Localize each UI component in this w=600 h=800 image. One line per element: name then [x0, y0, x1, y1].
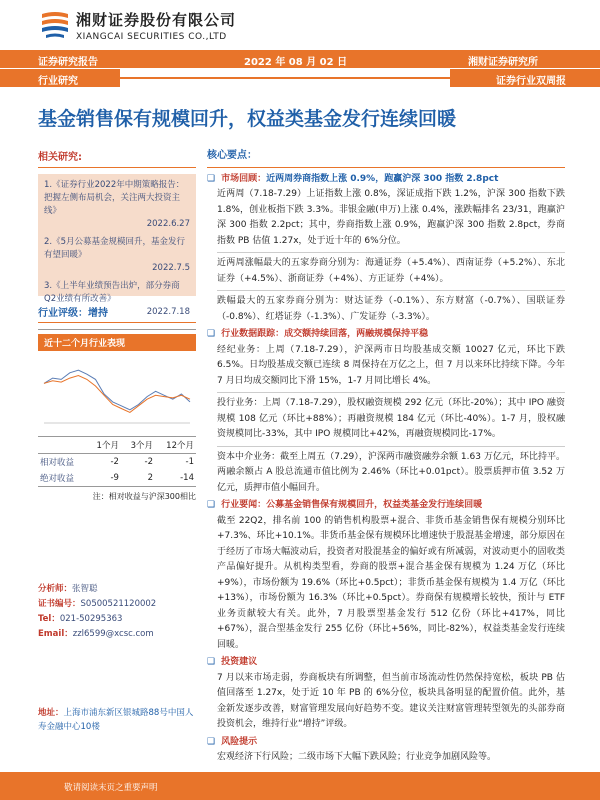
section-risk-warning: ❑ 风险提示 — [207, 735, 565, 751]
series-line-1 — [44, 370, 190, 410]
company-name-cn: 湘财证券股份有限公司 — [76, 10, 237, 29]
chart-title: 近十二个月行业表现 — [38, 334, 196, 351]
related-research-heading: 相关研究: — [38, 148, 196, 168]
address-text: 上海市浦东新区银城路88号中国人寿金融中心10楼 — [38, 708, 194, 732]
related-item[interactable]: 3.《上半年业绩预告出炉，部分券商Q2业绩有所改善》 2022.7.18 — [44, 281, 190, 317]
report-type: 证券研究报告 — [38, 57, 98, 68]
section-market-review: ❑ 市场回顾： 近两周券商指数上涨 0.9%，跑赢沪深 300 指数 2.8pct — [207, 172, 565, 188]
core-points-heading: 核心要点： — [207, 148, 565, 168]
table-header-row: 1个月 3个月 12个月 — [38, 437, 196, 454]
email-link[interactable]: zzl6599@xcsc.com — [72, 629, 154, 639]
checkbox-bullet-icon: ❑ — [207, 500, 216, 510]
report-category: 行业研究 — [0, 69, 120, 87]
report-date: 2022 年 08 月 02 日 — [244, 57, 348, 68]
divider — [217, 392, 565, 393]
xiangcai-logo-icon — [38, 8, 72, 42]
checkbox-bullet-icon: ❑ — [207, 173, 216, 184]
paragraph: 宏观经济下行风险；二级市场下大幅下跌风险；行业竞争加剧风险等。 — [217, 752, 497, 762]
divider — [217, 252, 565, 253]
phone-number: 021-50295363 — [59, 614, 123, 624]
divider — [217, 446, 565, 447]
checkbox-bullet-icon: ❑ — [207, 329, 216, 339]
industry-rating: 行业评级：增持 — [38, 304, 196, 323]
paragraph: 跌幅最大的五家券商分别为：财达证券（-0.1%）、东方财富（-0.7%）、国联证券（-0.8%）、红塔证券（-1.3%）、广发证券（-3.3%）。 — [217, 296, 565, 322]
header-band — [0, 50, 600, 68]
divider — [217, 290, 565, 291]
related-item[interactable]: 1.《证券行业2022年中期策略报告：把握左侧布局机会，关注两大投资主线》 2022.6.27 — [44, 180, 190, 229]
report-title: 基金销售保有规模回升，权益类基金发行连续回暖 — [38, 108, 457, 130]
table-row: 相对收益 -2 -2 -1 — [40, 457, 194, 468]
report-series: 证券行业双周报 — [450, 69, 600, 87]
series-line-2 — [44, 376, 190, 413]
checkbox-bullet-icon: ❑ — [207, 736, 216, 747]
company-logo — [38, 8, 236, 42]
paragraph: 近两周（7.18-7.29）上证指数上涨 0.8%，深证成指下跌 1.2%，沪深 300 指数下跌 1.8%，创业板指下跌 3.3%。非银金融(申万)上涨 0.4%，涨跌幅排名 23/31，跑赢沪深 300 指数 2.2pct；其中，券商指数上涨 0.9%，跑赢沪深 300 指数 2.8pct，券商指数 PB 估值 1.27x，处于近十年的 6%分位。 — [217, 189, 565, 246]
header-divider — [120, 77, 450, 79]
section-investment-advice: ❑ 投资建议 — [207, 655, 565, 671]
performance-table — [38, 436, 196, 487]
paragraph: 截至 22Q2，排名前 100 的销售机构股票+混合、非货币基金销售保有规模分别环比+7.3%、环比+10.1%。非货币基金保有规模环比增速快于股混基金增速，部分原因在于经历了市场大幅波动后，投资者对股混基金的偏好或有所减弱，对波动更小的固收类产品偏好提升。从机构类型看，券商的股票+混合基金保有规模为 1.24 万亿（环比+9%），市场份额为 19.6%（环比+0.5pct）；非货币基金保有规模为 1.4 万亿（环比+13%），市场份额为 16.3%（环比+0.5pct）。券商保有规模增长较快，预计与 ETF 业务贡献较大有关。此外，7 月股票型基金发行 512 亿份（环比+417%，同比+67%），混合型基金发行 255 亿份（环比+56%，同比-82%），权益类基金发行连续回暖。 — [217, 515, 565, 650]
table-note: 注：相对收益与沪深300相比 — [92, 492, 196, 501]
paragraph: 资本中介业务：截至上周五（7.29），沪深两市融资融券余额 1.63 万亿元，环比持平。两融余额占 A 股总流通市值比例为 2.46%（环比+0.01pct）。股票质押市值 3.52 万亿元，质押市值小幅回升。 — [217, 451, 565, 493]
performance-line-chart — [38, 351, 196, 431]
paragraph: 近两周涨幅最大的五家券商分别为：海通证券（+5.4%）、西南证券（+5.2%）、东北证券（+4.5%）、浙商证券（+4%）、方正证券（+4%）。 — [217, 258, 565, 284]
research-institute: 湘财证券研究所 — [468, 57, 538, 68]
paragraph: 经纪业务：上周（7.18-7.29），沪深两市日均股基成交额 10027 亿元，环比下跌 6.5%。日均股基成交额已连续 8 周保持在万亿之上，但 7 月以来环比持续下降。今年 7 月日均成交额同比下滑 15%，1-7 月同比增长 4%。 — [217, 344, 565, 386]
company-name-en: XIANGCAI SECURITIES CO.,LTD — [76, 31, 227, 42]
paragraph: 7 月以来市场走弱，券商板块有所调整，但当前市场流动性仍然保持宽松，板块 PB 估值回落至 1.27x，处于近 10 年 PB 的 6%分位，板块具备明显的配置价值。此外，基金新发逐步改善，财富管理发展向好趋势不变。建议关注财富管理转型领先的头部券商投资机会，维持行业“增持”评级。 — [217, 672, 565, 729]
paragraph: 投行业务：上周（7.18-7.29），股权融资规模 292 亿元（环比-20%）；其中 IPO 融资规模 108 亿元（环比+88%）；再融资规模 184 亿元（环比-40%）。1-7 月，股权融资规模同比-33%，其中 IPO 规模同比+42%，再融资规模同比-17%。 — [217, 398, 565, 439]
checkbox-bullet-icon: ❑ — [207, 657, 216, 667]
related-item[interactable]: 2.《5月公募基金规模回升，基金发行有望回暖》 2022.7.5 — [44, 237, 190, 273]
cert-number: S0500521120002 — [80, 599, 157, 609]
footer-disclaimer: 敬请阅读末页之重要声明 — [0, 772, 600, 800]
section-industry-news: ❑ 行业要闻：公募基金销售保有规模回升，权益类基金发行连续回暖 — [207, 498, 565, 514]
analyst-name: 张智聪 — [72, 584, 98, 594]
performance-chart-box — [38, 329, 196, 434]
address-block: 地址：上海市浦东新区银城路88号中国人寿金融中心10楼 — [38, 708, 194, 732]
section-industry-data: ❑ 行业数据跟踪：成交额持续回落，两融规模保持平稳 — [207, 327, 565, 343]
sidebar — [38, 148, 196, 502]
table-row: 绝对收益 -9 2 -14 — [38, 470, 196, 487]
analyst-info: 分析师：张智聪 证书编号：S0500521120002 Tel：021-50295363 Email：zzl6599@xcsc.com — [38, 584, 157, 639]
header-subbar — [0, 69, 600, 87]
core-points — [207, 148, 565, 768]
